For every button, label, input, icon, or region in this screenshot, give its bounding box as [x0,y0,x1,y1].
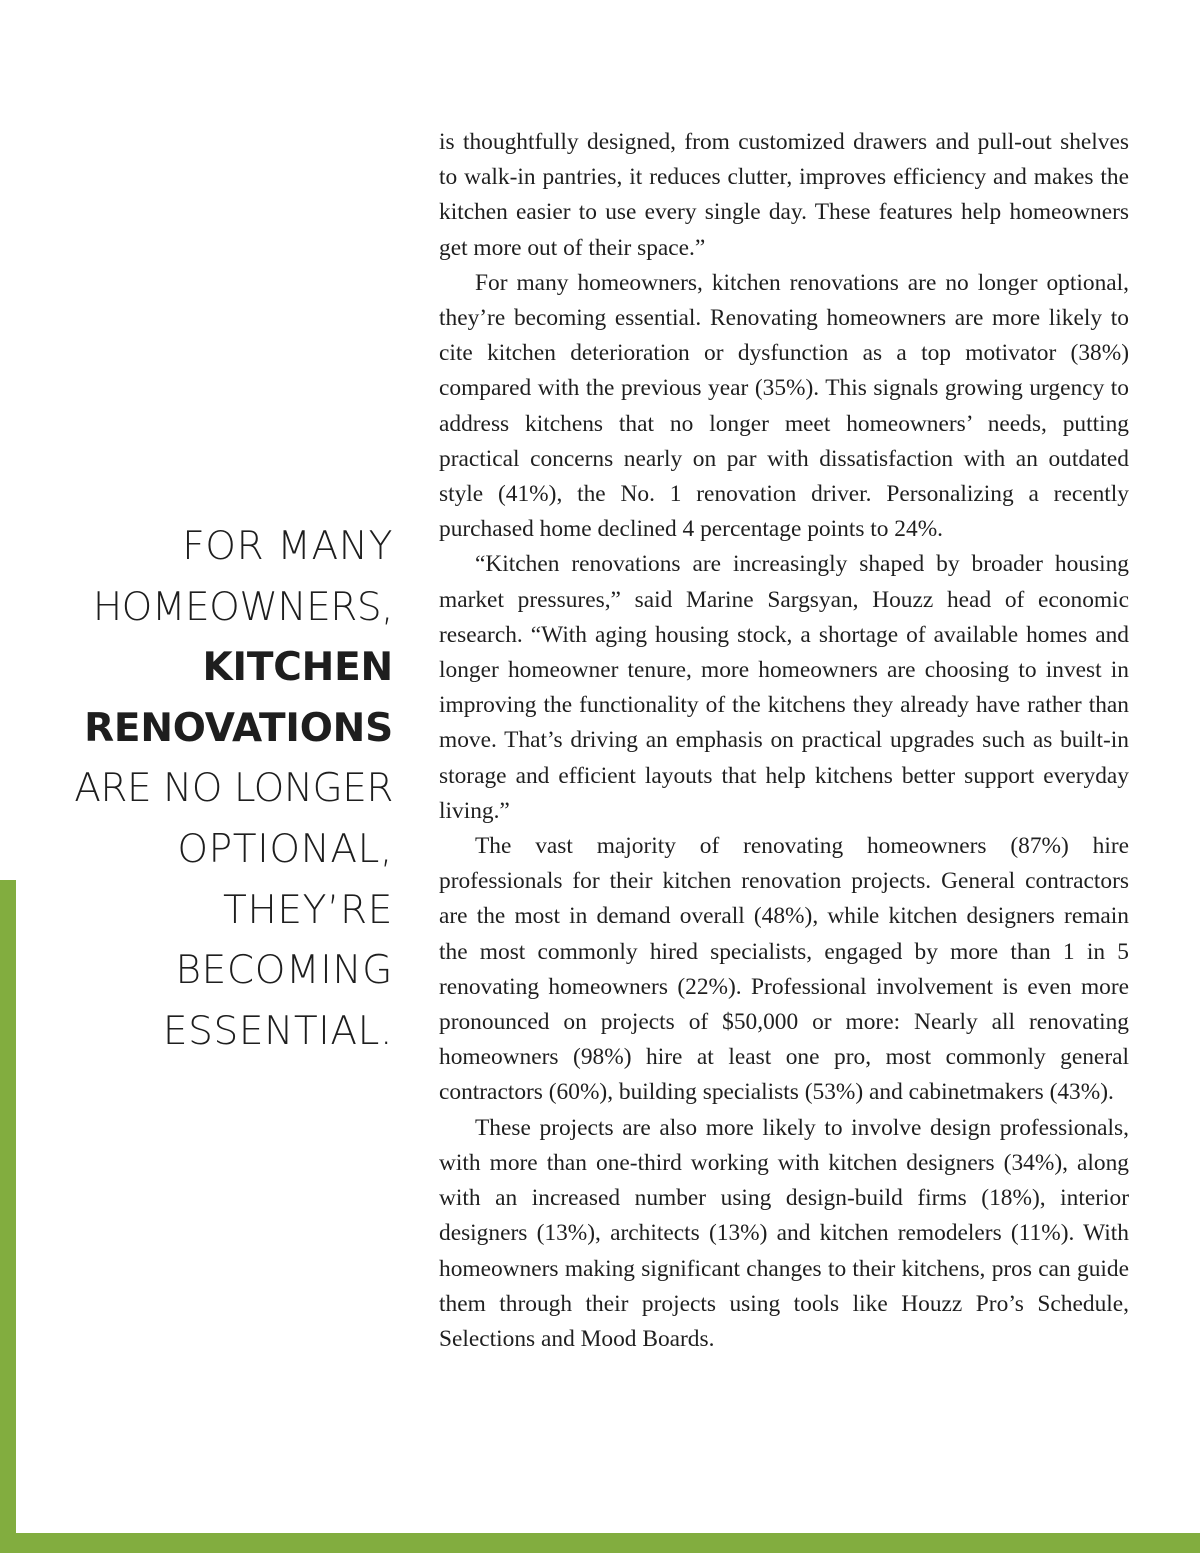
pull-quote-line: THEY’RE [223,887,393,933]
pull-quote-line: OPTIONAL, [177,826,393,872]
article-paragraph: “Kitchen renovations are increasingly shaped by broader housing market pressures,” said Marine Sargsyan, Houzz head of economic research. “With aging housing stock, a shortage of available homes and longer homeowner tenure, more homeowners are choosing to invest in improving the functionality of the kitchens they already have rather than move. That’s driving an emphasis on practical upgrades such as built-in storage and efficient layouts that help kitchens better support everyday living.” [439,551,1129,824]
pull-quote-line: ESSENTIAL. [162,1008,393,1054]
pull-quote-emphasis: RENOVATIONS [84,705,393,751]
pull-quote-line: ARE NO LONGER [74,766,393,812]
article-body [439,125,1129,1357]
article-paragraph: The vast majority of renovating homeowners (87%) hire professionals for their kitchen renovation projects. General contractors are the most in demand overall (48%), while kitchen designers remain the most commonly hired specialists, engaged by more than 1 in 5 renovating homeowners (22%). Professional involvement is even more pronounced on projects of $50,000 or more: Nearly all renovating homeowners (98%) hire at least one pro, most commonly general contractors (60%), building specialists (53%) and cabinetmakers (43%). [439,833,1129,1106]
green-accent-bar-left [0,880,16,1553]
pull-quote-line: FOR MANY [182,524,393,569]
pull-quote [60,517,393,1062]
article-paragraph: For many homeowners, kitchen renovations are no longer optional, they’re becoming essential. Renovating homeowners are more likely to cite kitchen deterioration or dysfunction as a top motivator (38%) compared with the previous year (35%). This signals growing urgency to address kitchens that no longer meet homeowners’ needs, putting practical concerns nearly on par with dissatisfaction with an outdated style (41%), the No. 1 renovation driver. Personalizing a recently purchased home declined 4 percentage points to 24%. [439,269,1129,543]
pull-quote-line: HOMEOWNERS, [92,584,393,630]
pull-quote-emphasis: KITCHEN [202,645,393,691]
article-paragraph: These projects are also more likely to involve design professionals, with more than one-third working with kitchen designers (34%), along with an increased number using design-build firms (18%), interior designers (13%), architects (13%) and kitchen remodelers (11%). With homeowners making significant changes to their kitchens, pros can guide them through their projects using tools like Houzz Pro’s Schedule, Selections and Mood Boards. [439,1114,1129,1352]
green-accent-bar-bottom [0,1533,1200,1553]
pull-quote-line: BECOMING [175,948,393,994]
article-paragraph: is thoughtfully designed, from customized drawers and pull-out shelves to walk-in pantries, it reduces clutter, improves efficiency and makes the kitchen easier to use every single day. These features help homeowners get more out of their space.” [439,129,1129,261]
